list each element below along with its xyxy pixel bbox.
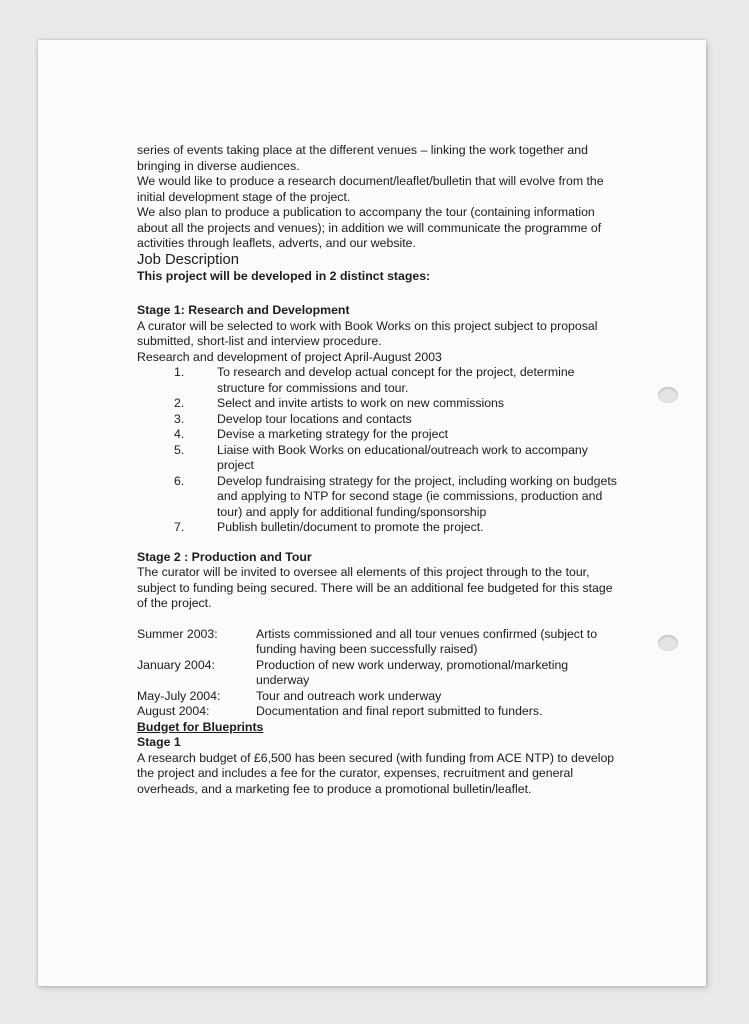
punch-hole-top	[658, 387, 678, 403]
timeline-description: Documentation and final report submitted to funders.	[256, 704, 543, 718]
budget-heading: Budget for Blueprints	[137, 719, 264, 734]
list-item	[137, 412, 617, 428]
list-item	[137, 396, 617, 412]
list-text: To research and develop actual concept for the project, determine structure for commissions and tour.	[217, 365, 575, 395]
budget-paragraph: A research budget of £6,500 has been secured (with funding from ACE NTP) to develop the project and includes a fee for the curator, expenses, recruitment and general overheads, and a marketing fee to produce a promotional bulletin/leaflet.	[137, 750, 615, 796]
list-number: 6.	[174, 473, 185, 488]
job-description-subheading: This project will be developed in 2 distinct stages:	[137, 268, 431, 283]
list-text: Develop fundraising strategy for the project, including working on budgets and applying to NTP for second stage (ie commissions, production and tour) and apply for additional funding/sponsorship	[217, 473, 617, 519]
timeline-row	[137, 627, 617, 658]
list-number: 7.	[174, 520, 185, 534]
list-text: Liaise with Book Works on educational/outreach work to accompany project	[217, 442, 588, 472]
timeline-description: Tour and outreach work underway	[256, 688, 442, 703]
timeline-row	[137, 689, 617, 705]
stage1-title: Stage 1: Research and Development	[137, 303, 350, 317]
document-body	[137, 143, 617, 797]
timeline-row	[137, 704, 617, 720]
timeline-row	[137, 658, 617, 689]
timeline-date: Summer 2003:	[137, 626, 218, 641]
intro-paragraph-3: We also plan to produce a publication to accompany the tour (containing information about all the projects and venues); in addition we will communicate the programme of activities through leaflets, adverts, and our website.	[137, 205, 602, 250]
list-number: 2.	[174, 396, 185, 410]
list-item	[137, 365, 617, 396]
list-number: 5.	[174, 442, 185, 457]
stage2-title: Stage 2 : Production and Tour	[137, 549, 312, 564]
stage2-timeline	[137, 627, 617, 720]
stage1-period: Research and development of project April-August 2003	[137, 349, 442, 364]
list-text: Develop tour locations and contacts	[217, 411, 412, 426]
job-description-heading: Job Description	[137, 251, 239, 268]
timeline-date: January 2004:	[137, 657, 215, 672]
list-number: 1.	[174, 365, 185, 379]
list-text: Devise a marketing strategy for the project	[217, 427, 449, 441]
stage1-task-list	[137, 365, 617, 536]
list-item	[137, 520, 617, 536]
intro-paragraph-2: We would like to produce a research document/leaflet/bulletin that will evolve from the initial development stage of the project.	[137, 174, 604, 204]
timeline-description: Artists commissioned and all tour venues confirmed (subject to funding having been successfully raised)	[256, 626, 598, 656]
list-text: Publish bulletin/document to promote the project.	[217, 520, 484, 534]
timeline-date: August 2004:	[137, 704, 210, 718]
punch-hole-bottom	[658, 635, 678, 651]
intro-paragraph-1: series of events taking place at the different venues – linking the work together and bringing in diverse audiences.	[137, 143, 588, 173]
list-number: 4.	[174, 427, 185, 441]
timeline-date: May-July 2004:	[137, 688, 221, 703]
stage2-intro: The curator will be invited to oversee all elements of this project through to the tour, subject to funding being secured. There will be an additional fee budgeted for this stage of the project.	[137, 565, 613, 610]
timeline-description: Production of new work underway, promotional/marketing underway	[256, 657, 569, 687]
budget-stage-label: Stage 1	[137, 735, 181, 749]
list-item	[137, 427, 617, 443]
list-number: 3.	[174, 411, 185, 426]
list-text: Select and invite artists to work on new commissions	[217, 396, 505, 410]
stage1-intro: A curator will be selected to work with Book Works on this project subject to proposal submitted, short-list and interview procedure.	[137, 318, 598, 348]
list-item	[137, 443, 617, 474]
list-item	[137, 474, 617, 521]
